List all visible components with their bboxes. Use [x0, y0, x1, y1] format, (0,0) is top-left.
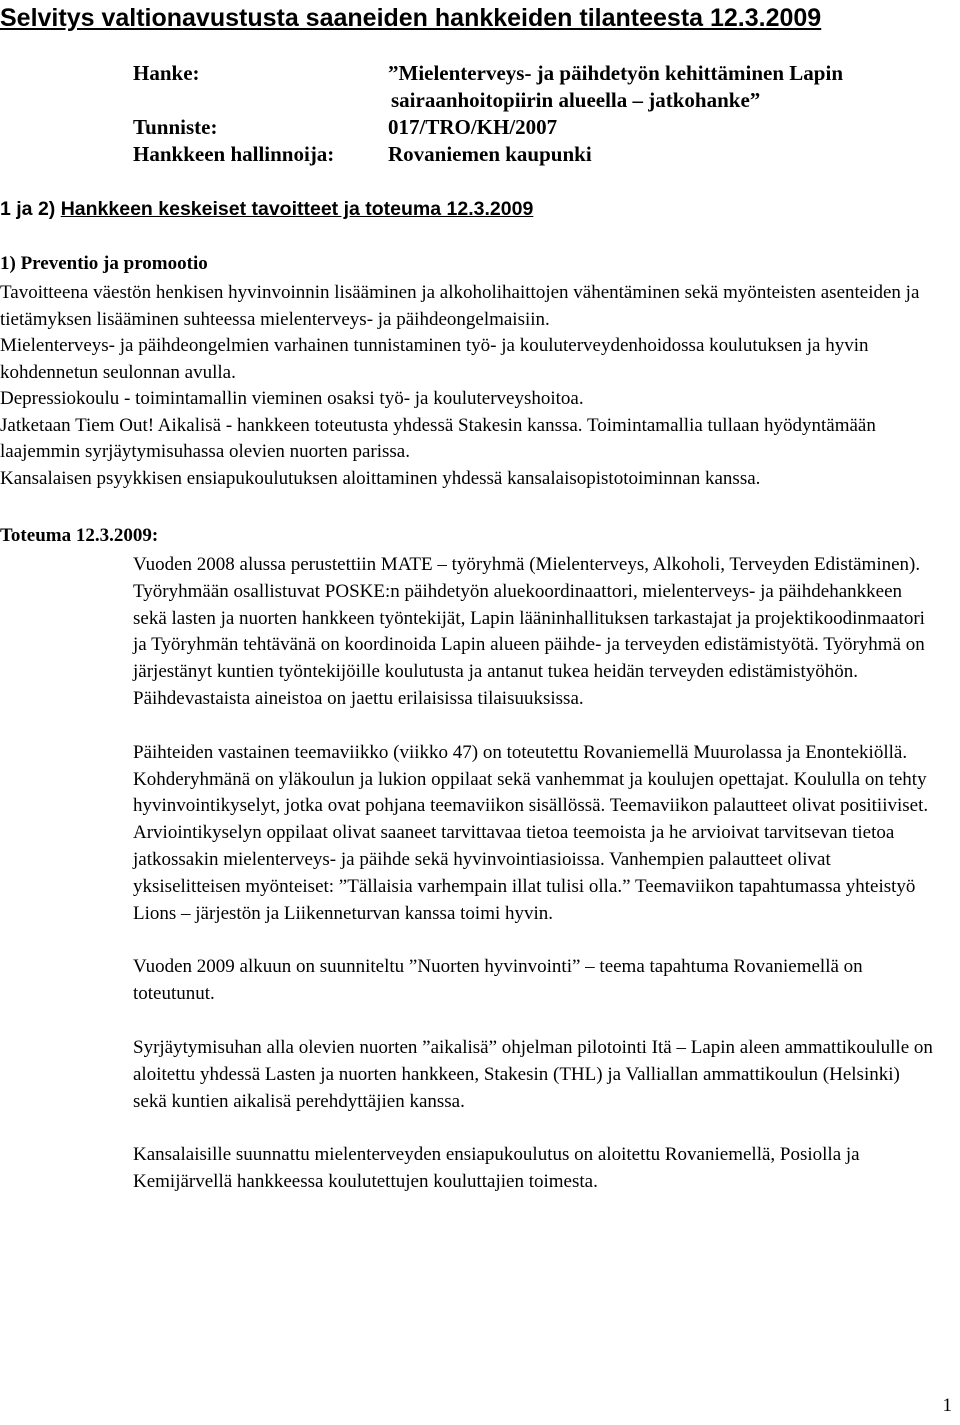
project-row — [133, 60, 913, 114]
project-name-line1: ”Mielenterveys- ja päihdetyön kehittäminen Lapin — [388, 61, 843, 85]
goal-paragraph: Kansalaisen psyykkisen ensiapukoulutuksen aloittaminen yhdessä kansalaisopistotoiminnan kanssa. — [0, 467, 761, 489]
section-heading-title: Hankkeen keskeiset tavoitteet ja toteuma 12.3.2009 — [60, 198, 534, 220]
id-row — [133, 114, 913, 141]
id-value: 017/TRO/KH/2007 — [388, 115, 558, 139]
project-label: Hanke: — [133, 61, 200, 85]
goals-text — [0, 280, 960, 492]
goal-paragraph: Tavoitteena väestön henkisen hyvinvoinnin lisääminen ja alkoholihaittojen vähentäminen sekä myönteisten asenteiden ja tietämyksen lisääminen suhteessa mielenterveys- ja päihdeongelmaisiin. — [0, 282, 920, 330]
subheading: 1) Preventio ja promootio — [0, 253, 208, 274]
admin-label: Hankkeen hallinnoija: — [133, 142, 335, 166]
result-paragraph: Vuoden 2009 alkuun on suunniteltu ”Nuorten hyvinvointi” – teema tapahtuma Rovaniemellä on toteutunut. — [133, 956, 863, 1005]
project-info — [133, 60, 913, 168]
project-name-line2: sairaanhoitopiirin alueella – jatkohanke” — [391, 88, 761, 112]
page-number: 1 — [942, 1395, 952, 1416]
result-paragraph: Kansalaisille suunnattu mielenterveyden ensiapukoulutus on aloitettu Rovaniemellä, Posiolla ja Kemijärvellä hankkeessa koulutettujen kouluttajien toimesta. — [133, 1144, 860, 1193]
result-paragraph: Syrjäytymisuhan alla olevien nuorten ”aikalisä” ohjelman pilotointi Itä – Lapin aleen ammattikoululle on aloitettu yhdessä Lasten ja nuorten hankkeen, Stakesin (THL) ja Valliallan ammattikoulun (Helsinki) sekä kuntien aikalisä perehdyttäjien kanssa. — [133, 1036, 933, 1112]
result-paragraph: Päihteiden vastainen teemaviikko (viikko 47) on toteutettu Rovaniemellä Muurolassa ja Enontekiöllä. Kohderyhmänä on yläkoulun ja lukion oppilaat sekä vanhemmat ja koulujen opettajat. Koululla on tehty hyvinvointikyselyt, jotka ovat pohjana teemaviikon sisällössä. Teemaviikon palautteet olivat positiiviset. Arviointikyselyn oppilaat olivat saaneet tarvittavaa tietoa teemoista ja he arvioivat tarvitsevan tietoa jatkossakin mielenterveys- ja päihde sekä hyvinvointiasioissa. Vanhempien palautteet olivat yksiselitteisen myönteiset: ”Tällaisia varhempain illat tulisi olla.” Teemaviikon tapahtumassa yhteistyö Lions – järjestön ja Liikenneturvan kanssa toimi hyvin. — [133, 741, 929, 924]
id-label: Tunniste: — [133, 115, 218, 139]
goal-paragraph: Mielenterveys- ja päihdeongelmien varhainen tunnistaminen työ- ja kouluterveydenhoidossa koulutuksen ja hyvin kohdennetun seulonnan avulla. — [0, 335, 869, 383]
document-title: Selvitys valtionavustusta saaneiden hankkeiden tilanteesta 12.3.2009 — [0, 4, 822, 32]
result-label: Toteuma 12.3.2009: — [0, 525, 159, 546]
goal-paragraph: Jatketaan Tiem Out! Aikalisä - hankkeen toteutusta yhdessä Stakesin kanssa. Toimintamallia tullaan hyödyntämään laajemmin syrjäytymisuhassa olevien nuorten parissa. — [0, 414, 876, 462]
admin-row — [133, 141, 913, 168]
section-heading — [0, 198, 533, 221]
result-text — [133, 552, 933, 1196]
goal-paragraph: Depressiokoulu - toimintamallin vieminen osaksi työ- ja kouluterveyshoitoa. — [0, 388, 584, 409]
admin-value: Rovaniemen kaupunki — [388, 142, 592, 166]
section-heading-prefix: 1 ja 2) — [0, 198, 61, 220]
result-paragraph: Päihdevastaista aineistoa on jaettu erilaisissa tilaisuuksissa. — [133, 687, 584, 709]
result-paragraph: Vuoden 2008 alussa perustettiin MATE – työryhmä (Mielenterveys, Alkoholi, Terveyden Edistäminen). Työryhmään osallistuvat POSKE:n päihdetyön aluekoordinaattori, mielenterveys- ja päihdehankkeen sekä lasten ja nuorten hankkeen työntekijät, Lapin lääninhallituksen tarkastajat ja projektikoodinmaatori ja Työryhmän tehtävänä on koordinoida Lapin alueen päihde- ja terveyden edistämistyötä. Työryhmä on järjestänyt kuntien työntekijöille koulutusta ja antanut tukea heidän terveyden edistämistyöhön. — [133, 554, 925, 683]
